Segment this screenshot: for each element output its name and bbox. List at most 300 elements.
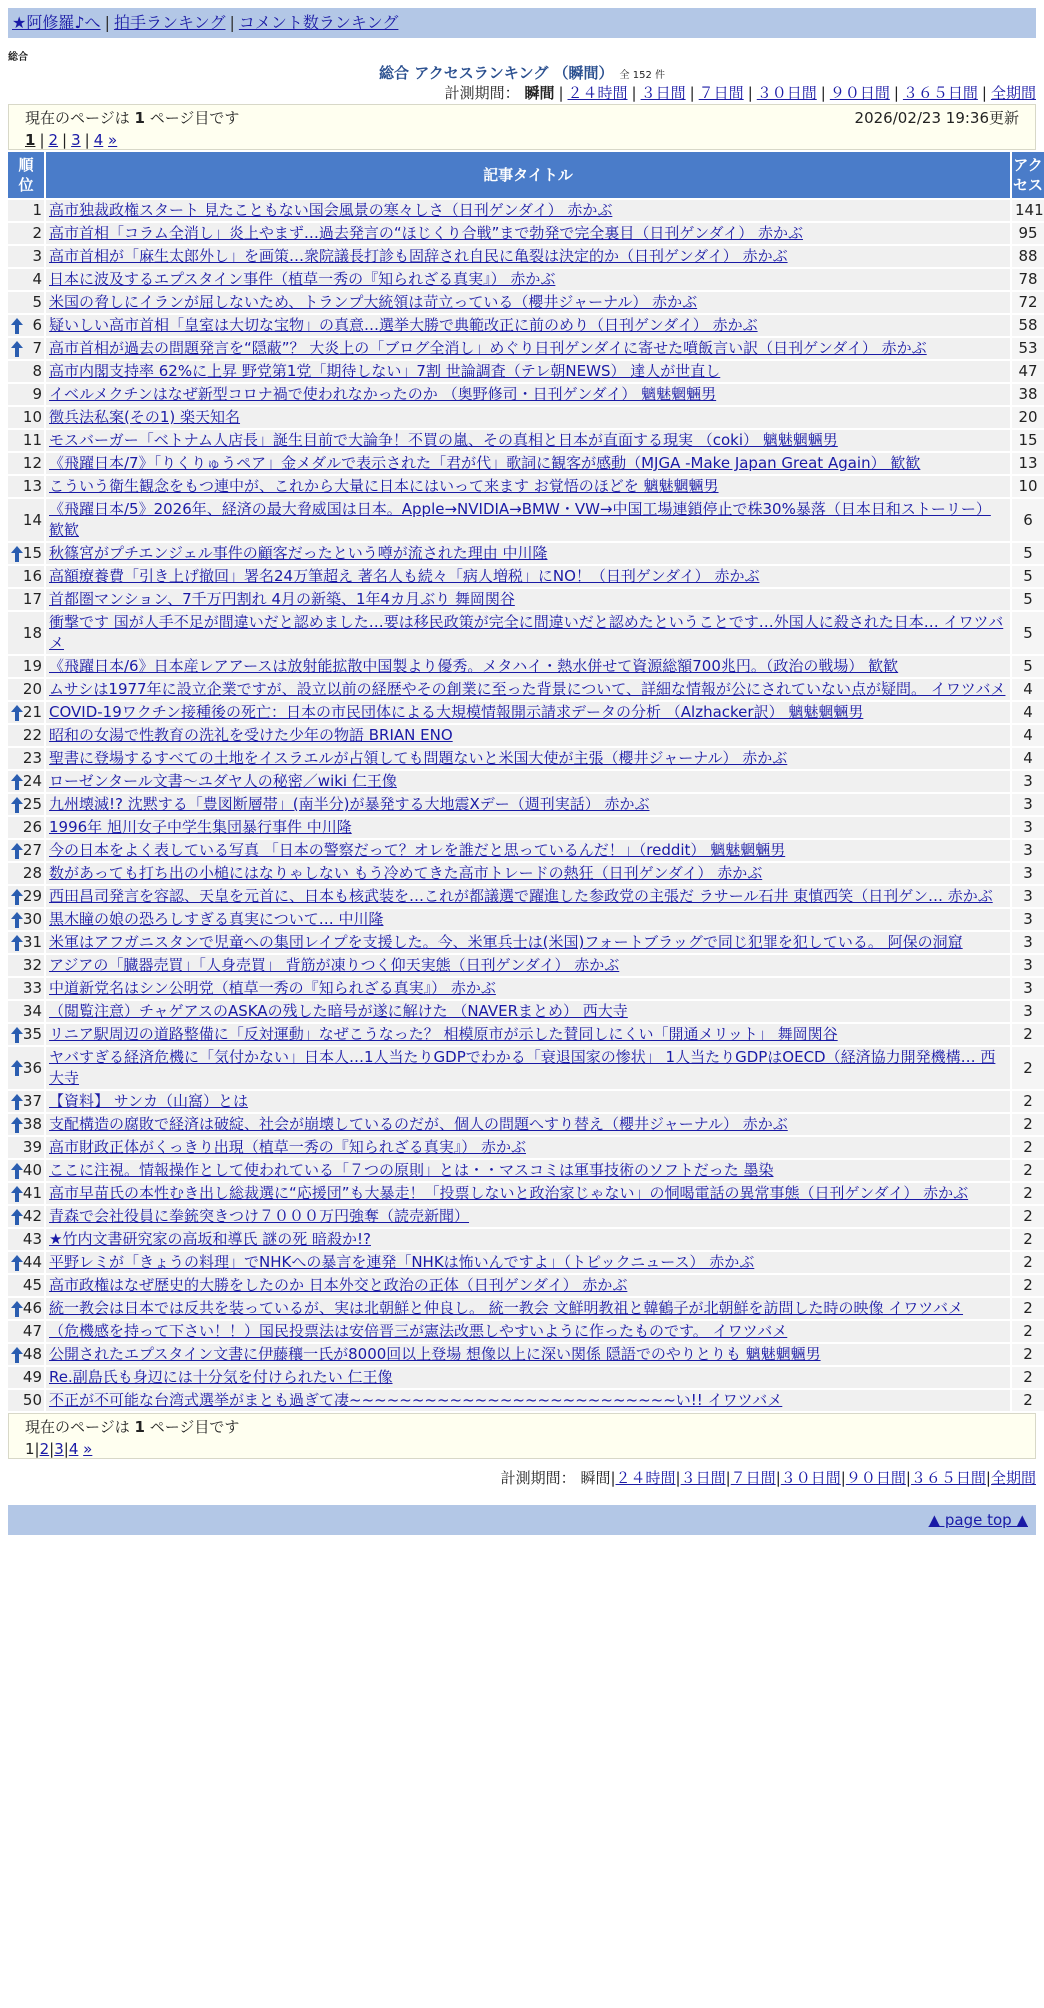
- article-link[interactable]: ヤバすぎる経済危機に「気付かない」日本人…1人当たりGDPでわかる「衰退国家の惨状」 1人当たりGDPはOECD（経済協力開発機構… 西大寺: [49, 1048, 996, 1087]
- page-separator: |: [84, 131, 90, 149]
- article-link[interactable]: 日本に波及するエプスタイン事件（植草一秀の『知られざる真実』） 赤かぶ: [49, 270, 556, 288]
- title-cell: [46, 566, 1010, 587]
- rank-cell: [8, 955, 44, 976]
- rank-number: 27: [22, 841, 42, 859]
- rank-number: 16: [22, 567, 42, 585]
- access-count: 2: [1012, 1390, 1044, 1411]
- rank-number: 23: [22, 749, 42, 767]
- period-separator: |: [840, 1469, 846, 1487]
- article-link[interactable]: こういう衛生観念をもつ連中が、これから大量に日本にはいって来ます お覚悟のほどを 魑魅魍魎男: [49, 477, 719, 495]
- article-link[interactable]: 秋篠宮がプチエンジェル事件の顧客だったという噂が流された理由 中川隆: [49, 544, 548, 562]
- table-row: [8, 1229, 1044, 1250]
- period-separator: |: [631, 84, 637, 102]
- table-row: [8, 955, 1044, 976]
- table-row: [8, 223, 1044, 244]
- rank-number: 49: [22, 1368, 42, 1386]
- access-count: 4: [1012, 679, 1044, 700]
- table-row: [8, 1390, 1044, 1411]
- period-option-link[interactable]: ３６５日間: [902, 84, 978, 102]
- title-cell: [46, 1367, 1010, 1388]
- title-cell: [46, 223, 1010, 244]
- rank-number: 31: [22, 933, 42, 951]
- period-option-link[interactable]: ９０日間: [845, 1469, 906, 1487]
- period-option-link[interactable]: ３０日間: [756, 84, 817, 102]
- article-link[interactable]: 米軍はアフガニスタンで児童への集団レイプを支援した。今、米軍兵士は(米国)フォートブラッグで同じ犯罪を犯している。 阿保の洞窟: [49, 933, 963, 951]
- article-link[interactable]: 高市首相「コラム全消し」炎上やまず…過去発言の“ほじくり合戦”まで勃発で完全裏目（日刊ゲンダイ） 赤かぶ: [49, 224, 803, 242]
- rank-cell: [8, 1137, 44, 1158]
- title-cell: [46, 932, 1010, 953]
- period-option-link[interactable]: ３０日間: [780, 1469, 841, 1487]
- comment-ranking-link[interactable]: コメント数ランキング: [238, 13, 399, 32]
- period-separator: |: [747, 84, 753, 102]
- table-row: [8, 679, 1044, 700]
- rank-cell: [8, 1183, 44, 1204]
- access-count: 5: [1012, 543, 1044, 564]
- rank-up-arrow-icon: [11, 705, 23, 721]
- article-link[interactable]: 西田昌司発言を容認、天皇を元首に、日本も核武装を…これが都議選で躍進した参政党の主張だ ラサール石井 東慎西笑（日刊ゲン… 赤かぶ: [49, 887, 993, 905]
- article-link[interactable]: ここに注視。情報操作として使われている「７つの原則」とは・・マスコミは軍事技術のソフトだった 墨染: [49, 1161, 774, 1179]
- period-option-link[interactable]: ３６５日間: [910, 1469, 986, 1487]
- period-selector: [8, 82, 1036, 104]
- article-link[interactable]: Re.副島氏も身辺には十分気を付けられたい 仁王像: [49, 1368, 393, 1386]
- page-link[interactable]: 3: [54, 1440, 64, 1458]
- access-count: 2: [1012, 1229, 1044, 1250]
- rank-up-arrow-icon: [11, 1255, 23, 1271]
- article-link[interactable]: 聖書に登場するすべての土地をイスラエルが占領しても問題ないと米国大使が主張（櫻井ジャーナル） 赤かぶ: [49, 749, 788, 767]
- period-current: 瞬間: [524, 84, 555, 102]
- table-row: [8, 1114, 1044, 1135]
- rank-cell: [8, 1298, 44, 1319]
- article-link[interactable]: 高額療養費「引き上げ撤回」署名24万筆超え 著名人も続々「病人増税」にNO！（日刊ゲンダイ） 赤かぶ: [49, 567, 760, 585]
- article-link[interactable]: 九州壊滅!? 沈黙する「豊図断層帯」(南半分)が暴発する大地震Xデー（週刊実話） 赤かぶ: [49, 795, 650, 813]
- page-separator: |: [49, 1440, 55, 1458]
- rank-number: 2: [32, 224, 42, 242]
- title-cell: [46, 725, 1010, 746]
- page-status: 現在のページは 1 ページ目です: [25, 109, 240, 127]
- article-link[interactable]: COVID-19ワクチン接種後の死亡：日本の市民団体による大規模情報開示請求データの分析 （Alzhacker訳） 魑魅魍魎男: [49, 703, 864, 721]
- period-separator: |: [985, 1469, 991, 1487]
- title-header: 記事タイトル: [46, 152, 1010, 198]
- period-option-link[interactable]: ７日間: [730, 1469, 776, 1487]
- ranking-table: [6, 150, 1044, 1413]
- access-count: 2: [1012, 1024, 1044, 1045]
- title-cell: [46, 817, 1010, 838]
- article-link[interactable]: イベルメクチンはなぜ新型コロナ禍で使われなかったのか （奥野修司・日刊ゲンダイ） 魑魅魍魎男: [49, 385, 717, 403]
- clap-ranking-link[interactable]: 拍手ランキング: [113, 13, 226, 32]
- table-row: [8, 476, 1044, 497]
- article-link[interactable]: 中道新党名はシン公明党（植草一秀の『知られざる真実』） 赤かぶ: [49, 979, 496, 997]
- table-row: [8, 384, 1044, 405]
- table-row: [8, 702, 1044, 723]
- title-cell: [46, 702, 1010, 723]
- rank-number: 41: [22, 1184, 42, 1202]
- table-row: [8, 338, 1044, 359]
- access-count: 3: [1012, 932, 1044, 953]
- table-row: [8, 1024, 1044, 1045]
- title-cell: [46, 656, 1010, 677]
- rank-cell: [8, 1229, 44, 1250]
- rank-up-arrow-icon: [11, 797, 23, 813]
- rank-number: 14: [22, 510, 42, 529]
- rank-cell: [8, 1344, 44, 1365]
- title-cell: [46, 292, 1010, 313]
- table-row: [8, 656, 1044, 677]
- table-row: [8, 863, 1044, 884]
- access-count: 10: [1012, 476, 1044, 497]
- rank-cell: [8, 1047, 44, 1089]
- rank-number: 8: [32, 362, 42, 380]
- home-link[interactable]: ★阿修羅♪へ: [12, 13, 101, 32]
- period-option-link[interactable]: ３日間: [680, 1469, 726, 1487]
- rank-cell: [8, 1275, 44, 1296]
- access-count: 88: [1012, 246, 1044, 267]
- article-link[interactable]: 高市政権はなぜ歴史的大勝をしたのか 日本外交と政治の正体（日刊ゲンダイ） 赤かぶ: [49, 1276, 628, 1294]
- table-row: [8, 771, 1044, 792]
- page-separator: |: [39, 131, 45, 149]
- table-row: [8, 269, 1044, 290]
- rank-up-arrow-icon: [11, 843, 23, 859]
- access-header-text: アク: [1013, 156, 1043, 174]
- access-count: 2: [1012, 1137, 1044, 1158]
- title-cell: [46, 1252, 1010, 1273]
- article-link[interactable]: 高市早苗氏の本性むき出し総裁選に“応援団”も大暴走！「投票しないと政治家じゃない」の恫喝電話の異常事態（日刊ゲンダイ） 赤かぶ: [49, 1184, 969, 1202]
- rank-up-arrow-icon: [11, 1347, 23, 1363]
- period-label: 計測期間：: [500, 1469, 576, 1487]
- rank-number: 11: [22, 431, 42, 449]
- article-link[interactable]: 《飛躍日本/7》「りくりゅうペア」金メダルで表示された「君が代」歌詞に観客が感動（MJGA -Make Japan Great Again） 歓歓: [49, 454, 921, 472]
- rank-up-arrow-icon: [11, 1186, 23, 1202]
- access-header: [1012, 152, 1044, 198]
- table-row: [8, 1344, 1044, 1365]
- page-title: 総合 アクセスランキング （瞬間）: [379, 64, 614, 82]
- period-separator: |: [820, 84, 826, 102]
- access-count: 3: [1012, 955, 1044, 976]
- top-nav-bar: [8, 8, 1036, 38]
- article-link[interactable]: モスバーガー「ベトナム人店長」誕生目前で大論争！不買の嵐、その真相と日本が直面する現実 （coki） 魑魅魍魎男: [49, 431, 838, 449]
- access-count: 3: [1012, 863, 1044, 884]
- rank-cell: [8, 794, 44, 815]
- article-link[interactable]: 統一教会は日本では反共を装っているが、実は北朝鮮と仲良し。 統一教会 文鮮明教祖と韓鶴子が北朝鮮を訪問した時の映像 イワツバメ: [49, 1299, 964, 1317]
- article-link[interactable]: 数があっても打ち出の小槌にはなりゃしない もう冷めてきた高市トレードの熱狂（日刊ゲンダイ） 赤かぶ: [49, 864, 763, 882]
- article-link[interactable]: 昭和の女湯で性教育の洗礼を受けた少年の物語 BRIAN ENO: [49, 726, 453, 744]
- rank-cell: [8, 932, 44, 953]
- access-count: 2: [1012, 1252, 1044, 1273]
- article-link[interactable]: 【資料】 サンカ（山窩）とは: [49, 1092, 249, 1110]
- rank-number: 35: [22, 1025, 42, 1043]
- table-row: [8, 1183, 1044, 1204]
- access-count: 4: [1012, 748, 1044, 769]
- rank-cell: [8, 840, 44, 861]
- rank-cell: [8, 338, 44, 359]
- period-option-link[interactable]: 全期間: [990, 1469, 1036, 1487]
- title-cell: [46, 1298, 1010, 1319]
- rank-cell: [8, 817, 44, 838]
- rank-number: 36: [22, 1058, 42, 1077]
- title-cell: [46, 840, 1010, 861]
- article-link[interactable]: 高市首相が過去の問題発言を“隠蔽”？ 大炎上の「ブログ全消し」めぐり日刊ゲンダイに寄せた噴飯言い訳（日刊ゲンダイ） 赤かぶ: [49, 339, 927, 357]
- rank-number: 29: [22, 887, 42, 905]
- access-count: 53: [1012, 338, 1044, 359]
- period-current: 瞬間: [580, 1469, 611, 1487]
- article-link[interactable]: ムサシは1977年に設立企業ですが、設立以前の経歴やその創業に至った背景について、詳細な情報が公にされていない点が疑問。 イワツバメ: [49, 680, 1006, 698]
- access-count: 3: [1012, 794, 1044, 815]
- article-link[interactable]: 《飛躍日本/6》日本産レアアースは放射能拡散中国製より優秀。メタハイ・熱水併せて資源総額700兆円。（政治の戦場） 歓歓: [49, 657, 899, 675]
- article-link[interactable]: 高市内閣支持率 62%に上昇 野党第1党「期待しない」7割 世論調査（テレ朝NEWS） 達人が世直し: [49, 362, 721, 380]
- period-separator: |: [689, 84, 695, 102]
- title-cell: [46, 1137, 1010, 1158]
- title-cell: [46, 384, 1010, 405]
- page-top-link[interactable]: ▲ page top ▲: [928, 1511, 1028, 1529]
- table-row: [8, 932, 1044, 953]
- rank-number: 34: [22, 1002, 42, 1020]
- title-cell: [46, 1160, 1010, 1181]
- page-separator: |: [63, 1440, 69, 1458]
- rank-up-arrow-icon: [11, 774, 23, 790]
- access-count: 3: [1012, 909, 1044, 930]
- title-cell: [46, 430, 1010, 451]
- rank-header-text: 位: [18, 176, 34, 194]
- title-cell: [46, 1114, 1010, 1135]
- title-cell: [46, 794, 1010, 815]
- rank-cell: [8, 1091, 44, 1112]
- page-link[interactable]: 4: [93, 131, 104, 149]
- rank-up-arrow-icon: [11, 318, 23, 334]
- period-selector: [8, 1465, 1036, 1491]
- rank-up-arrow-icon: [11, 1060, 23, 1076]
- rank-number: 12: [22, 454, 42, 472]
- access-count: 2: [1012, 1183, 1044, 1204]
- rank-cell: [8, 612, 44, 654]
- rank-number: 48: [22, 1345, 42, 1363]
- rank-cell: [8, 909, 44, 930]
- rank-number: 50: [22, 1391, 42, 1409]
- rank-number: 4: [32, 270, 42, 288]
- rank-cell: [8, 1001, 44, 1022]
- article-link[interactable]: 高市首相が「麻生太郎外し」を画策…衆院議長打診も固辞され自民に亀裂は決定的か（日刊ゲンダイ） 赤かぶ: [49, 247, 788, 265]
- rank-up-arrow-icon: [11, 341, 23, 357]
- access-count: 2: [1012, 1275, 1044, 1296]
- article-link[interactable]: 今の日本をよく表している写真 「日本の警察だって？オレを誰だと思っているんだ！」（reddit） 魑魅魍魎男: [49, 841, 786, 859]
- rank-up-arrow-icon: [11, 1094, 23, 1110]
- next-page-link[interactable]: »: [83, 1440, 93, 1458]
- title-cell: [46, 1229, 1010, 1250]
- article-link[interactable]: 疑いしい高市首相「皇室は大切な宝物」の真意…選挙大勝で典範改正に前のめり（日刊ゲンダイ） 赤かぶ: [49, 316, 758, 334]
- period-option-link[interactable]: ２４時間: [615, 1469, 676, 1487]
- article-link[interactable]: 《飛躍日本/5》2026年、経済の最大脅威国は日本。Apple→NVIDIA→BMW・VW→中国工場連鎖停止で株30%暴落（日本日和ストーリー） 歓歓: [49, 500, 991, 539]
- access-count: 6: [1012, 499, 1044, 541]
- rank-cell: [8, 1390, 44, 1411]
- rank-number: 5: [32, 293, 42, 311]
- article-link[interactable]: ローゼンタール文書～ユダヤ人の秘密／wiki 仁王像: [49, 772, 397, 790]
- rank-cell: [8, 589, 44, 610]
- table-row: [8, 840, 1044, 861]
- access-count: 72: [1012, 292, 1044, 313]
- page-separator: |: [62, 131, 68, 149]
- rank-number: 32: [22, 956, 42, 974]
- rank-cell: [8, 1252, 44, 1273]
- access-count: 4: [1012, 702, 1044, 723]
- title-cell: [46, 1390, 1010, 1411]
- page-link[interactable]: 2: [48, 131, 59, 149]
- article-link[interactable]: 黒木瞳の娘の恐ろしすぎる真実について… 中川隆: [49, 910, 384, 928]
- period-option-link[interactable]: ３日間: [640, 84, 686, 102]
- access-count: 47: [1012, 361, 1044, 382]
- table-row: [8, 453, 1044, 474]
- table-row: [8, 1001, 1044, 1022]
- nav-separator: |: [104, 13, 110, 32]
- article-link[interactable]: 青森で会社役員に拳銃突きつけ７０００万円強奪（読売新聞）: [49, 1207, 470, 1225]
- rank-number: 40: [22, 1161, 42, 1179]
- rank-cell: [8, 566, 44, 587]
- access-count: 2: [1012, 1206, 1044, 1227]
- article-link[interactable]: 高市財政正体がくっきり出現（植草一秀の『知られざる真実』） 赤かぶ: [49, 1138, 526, 1156]
- rank-header-text: 順: [18, 156, 34, 174]
- period-separator: |: [558, 84, 564, 102]
- period-separator: |: [675, 1469, 681, 1487]
- period-option-link[interactable]: ７日間: [698, 84, 744, 102]
- access-count: 5: [1012, 566, 1044, 587]
- current-page-number: 1: [25, 131, 36, 149]
- access-count: 3: [1012, 840, 1044, 861]
- current-page-number: 1: [25, 1440, 35, 1458]
- table-row: [8, 886, 1044, 907]
- article-link[interactable]: 1996年 旭川女子中学生集団暴行事件 中川隆: [49, 818, 352, 836]
- period-separator: |: [610, 1469, 616, 1487]
- rank-number: 3: [32, 247, 42, 265]
- access-count: 2: [1012, 1091, 1044, 1112]
- title-cell: [46, 909, 1010, 930]
- page-link[interactable]: 4: [68, 1440, 79, 1458]
- access-count: 58: [1012, 315, 1044, 336]
- article-link[interactable]: ★竹内文書研究家の高坂和導氏 謎の死 暗殺か!?: [49, 1230, 371, 1248]
- rank-header: [8, 152, 44, 198]
- article-link[interactable]: 不正が不可能な台湾式選挙がまとも過ぎて凄~~~~~~~~~~~~~~~~~~~~~~~~~~い!! イワツバメ: [49, 1391, 783, 1409]
- page-link[interactable]: 3: [71, 131, 81, 149]
- rank-number: 18: [22, 623, 42, 642]
- rank-number: 26: [22, 818, 42, 836]
- article-link[interactable]: 米国の脅しにイランが屈しないため、トランプ大統領は苛立っている（櫻井ジャーナル） 赤かぶ: [49, 293, 698, 311]
- rank-cell: [8, 543, 44, 564]
- rank-number: 1: [32, 201, 42, 219]
- rank-up-arrow-icon: [11, 1163, 23, 1179]
- table-row: [8, 407, 1044, 428]
- pager-top: [8, 104, 1036, 150]
- article-link[interactable]: （閲覧注意）チャゲアスのASKAの残した暗号が遂に解けた （NAVERまとめ） 西大寺: [49, 1002, 628, 1020]
- title-cell: [46, 955, 1010, 976]
- title-cell: [46, 543, 1010, 564]
- access-count: 3: [1012, 886, 1044, 907]
- rank-cell: [8, 1160, 44, 1181]
- article-link[interactable]: 徴兵法私案(その1) 楽天知名: [49, 408, 241, 426]
- access-count: 5: [1012, 589, 1044, 610]
- table-row: [8, 246, 1044, 267]
- period-option-link[interactable]: ９０日間: [829, 84, 890, 102]
- title-cell: [46, 978, 1010, 999]
- access-count: 13: [1012, 453, 1044, 474]
- table-row: [8, 589, 1044, 610]
- rank-cell: [8, 292, 44, 313]
- rank-number: 19: [22, 657, 42, 675]
- table-row: [8, 725, 1044, 746]
- access-count: 78: [1012, 269, 1044, 290]
- rank-up-arrow-icon: [11, 889, 23, 905]
- access-count: 141: [1012, 200, 1044, 221]
- rank-cell: [8, 1321, 44, 1342]
- rank-cell: [8, 748, 44, 769]
- title-cell: [46, 338, 1010, 359]
- access-count: 95: [1012, 223, 1044, 244]
- period-separator: |: [905, 1469, 911, 1487]
- rank-up-arrow-icon: [11, 912, 23, 928]
- article-link[interactable]: 公開されたエプスタイン文書に伊藤穰一氏が8000回以上登場 想像以上に深い関係 隠語でのやりとりも 魑魅魍魎男: [49, 1345, 821, 1363]
- rank-number: 25: [22, 795, 42, 813]
- rank-cell: [8, 223, 44, 244]
- access-count: 38: [1012, 384, 1044, 405]
- access-count: 3: [1012, 817, 1044, 838]
- table-row: [8, 1367, 1044, 1388]
- rank-cell: [8, 1206, 44, 1227]
- article-link[interactable]: アジアの「臓器売買」「人身売買」 背筋が凍りつく仰天実態（日刊ゲンダイ） 赤かぶ: [49, 956, 620, 974]
- period-separator: |: [725, 1469, 731, 1487]
- nav-separator: |: [229, 13, 235, 32]
- table-row: [8, 315, 1044, 336]
- access-count: 2: [1012, 1321, 1044, 1342]
- article-link[interactable]: （危機感を持って下さい！！）国民投票法は安倍晋三が憲法改悪しやすいように作ったものです。 イワツバメ: [49, 1322, 788, 1340]
- period-option-link[interactable]: ２４時間: [567, 84, 628, 102]
- table-row: [8, 543, 1044, 564]
- title-cell: [46, 612, 1010, 654]
- article-link[interactable]: 支配構造の腐敗で経済は破綻、社会が崩壊しているのだが、個人の問題へすり替え（櫻井ジャーナル） 赤かぶ: [49, 1115, 788, 1133]
- rank-up-arrow-icon: [11, 546, 23, 562]
- title-cell: [46, 407, 1010, 428]
- rank-cell: [8, 430, 44, 451]
- next-page-link[interactable]: »: [108, 131, 118, 149]
- rank-number: 15: [22, 544, 42, 562]
- rank-cell: [8, 361, 44, 382]
- article-link[interactable]: 衝撃です 国が人手不足が間違いだと認めました…要は移民政策が完全に間違いだと認めたということです…外国人に殺された日本… イワツバメ: [49, 613, 1004, 652]
- article-link[interactable]: 首都圏マンション、7千万円割れ 4月の新築、1年4カ月ぶり 舞岡関谷: [49, 590, 515, 608]
- title-cell: [46, 1091, 1010, 1112]
- access-count: 3: [1012, 1001, 1044, 1022]
- title-cell: [46, 1344, 1010, 1365]
- rank-up-arrow-icon: [11, 1209, 23, 1225]
- rank-number: 22: [22, 726, 42, 744]
- rank-number: 30: [22, 910, 42, 928]
- rank-number: 17: [22, 590, 42, 608]
- pager-bottom: [8, 1413, 1036, 1459]
- rank-number: 24: [22, 772, 42, 790]
- period-option-link[interactable]: 全期間: [990, 84, 1036, 102]
- table-row: [8, 1206, 1044, 1227]
- article-link[interactable]: 高市独裁政権スタート 見たこともない国会風景の寒々しさ（日刊ゲンダイ） 赤かぶ: [49, 201, 613, 219]
- rank-up-arrow-icon: [11, 1027, 23, 1043]
- total-count: 全 152 件: [619, 70, 665, 81]
- rank-cell: [8, 384, 44, 405]
- rank-number: 10: [22, 408, 42, 426]
- article-link[interactable]: 平野レミが「きょうの料理」でNHKへの暴言を連発「NHKは怖いんですよ」（トピックニュース） 赤かぶ: [49, 1253, 755, 1271]
- table-row: [8, 361, 1044, 382]
- access-count: 3: [1012, 978, 1044, 999]
- title-cell: [46, 1001, 1010, 1022]
- rank-number: 9: [32, 385, 42, 403]
- title-cell: [46, 886, 1010, 907]
- page-link[interactable]: 2: [39, 1440, 50, 1458]
- access-header-text: セス: [1012, 176, 1043, 194]
- rank-number: 33: [22, 979, 42, 997]
- rank-cell: [8, 656, 44, 677]
- article-link[interactable]: リニア駅周辺の道路整備に「反対運動」なぜこうなった？ 相模原市が示した賛同しにくい「開通メリット」 舞岡関谷: [49, 1025, 838, 1043]
- table-row: [8, 612, 1044, 654]
